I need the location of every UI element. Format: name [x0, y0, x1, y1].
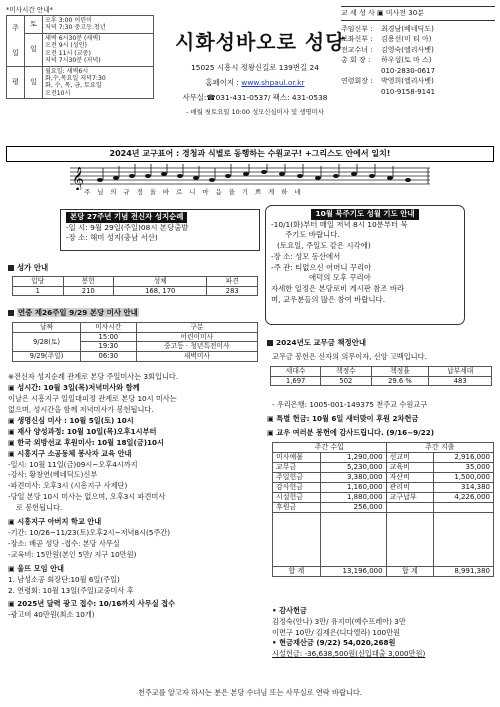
- budget-table: 세대수 책정수 책정율 납부세대 1,697 502 29.6 % 483: [270, 366, 492, 386]
- square-bullet-icon: [8, 310, 14, 316]
- mass-times: 새벽 6시30분 (새벽) 오전 9시 (성인) 오전 11시 (교중) 저녁 7시30분 (저녁): [43, 33, 154, 66]
- info-row: 주임신부 : 최경남(베네딕도): [341, 24, 434, 33]
- note-line: 2. 연령회: 10월 13일(주일)교중미사 후: [8, 585, 134, 595]
- rosary-line: -주 관: 티없으신 어머니 꾸리아: [271, 262, 372, 272]
- note-line: ※전신자 성지순례 관계로 본당 주일미사는 3회입니다.: [8, 372, 179, 381]
- office-phone: 사무실:☎031-431-0537/ 팩스: 431-0538: [182, 93, 328, 103]
- note-line: -당일 본당 10시 미사는 없으며, 오후3시 파견미사: [8, 492, 166, 502]
- homepage-row: 홈페이지 : www.shpaul.or.kr: [205, 78, 305, 88]
- budget-subtitle: 교무금 봉헌은 신자의 의무이자, 신앙 고백입니다.: [272, 352, 427, 361]
- mass-group-weekday: 평: [7, 66, 25, 99]
- mass-group-label: 주: [12, 23, 19, 32]
- rosary-line: 며, 교우분들의 많은 참여 바랍니다.: [271, 294, 386, 304]
- note-line: -장소: 배곧 성당 -접수: 본당 사무실: [8, 539, 120, 549]
- extra-line: • 현금재산금 (9/22) 54,020,268원: [272, 638, 396, 648]
- mass-week-table: 날짜 미사시간 구분 9/28(토) 15:00 어린이미사 19:30 중고등 · 청년특전미사 9/29(주일) 06:30 새벽미사: [12, 322, 258, 362]
- mass-group-label: 일: [12, 49, 19, 58]
- info-row: 전교수녀 : 김영숙(엘리사벳): [341, 45, 434, 54]
- pilgrimage-title: 본당 27주년 기념 전신자 성지순례: [66, 212, 187, 223]
- info-row: 010-2830-0617: [381, 66, 436, 75]
- budget-title: 2024년도 교무금 책정안내: [267, 338, 366, 347]
- rosary-line: (토요일, 주일도 같은 시각에): [277, 241, 371, 251]
- mass-schedule: [6, 6, 154, 140]
- note-line: ▣ 한국 외방선교 후원미사: 10월 18일(금)10시: [8, 437, 164, 447]
- rosary-line: -10/1(화)부터 매일 저녁 8시 10분부터 묵: [271, 219, 408, 229]
- mass-times: 월요일: 새벽6시 화,수,목요일 저녁7:30 화, 수, 목, 금, 토요일 오전10시: [43, 66, 154, 99]
- note-line: ▣ 생명신심 미사 : 10월 5일(토) 10시: [8, 415, 134, 425]
- mass-group-sunday: [7, 16, 25, 67]
- note-line: 없으며, 성시간을 함께 저녁미사가 봉헌됩니다.: [8, 404, 154, 414]
- rosary-line: 애덕의 모후 꾸리아: [309, 273, 371, 283]
- pilgrimage-box: [60, 209, 260, 251]
- music-notes-icon: [70, 164, 430, 190]
- rosary-line: 주기도 바랍니다.: [285, 230, 340, 240]
- square-bullet-icon: [267, 340, 273, 346]
- note-line: ▣ 울뜨 모임 안내: [8, 563, 64, 573]
- note-line: -강사: 황창연(베네딕도)신부: [8, 470, 98, 480]
- mass-row-weekday: [7, 66, 154, 99]
- mass-times: 오후 3:00 어린이 저녁 7:30 중고등.청년: [43, 16, 154, 34]
- footer-note: 천주교를 알고자 하시는 분은 본당 수녀님 또는 사무실로 연락 바랍니다.: [137, 688, 363, 697]
- special-offering: ▣ 특별 헌금: 10월 6일 새터맞이 후원 2차헌금: [267, 414, 419, 423]
- note-line: -파견미사: 오후3시 (시흥지구 사제단): [8, 481, 128, 491]
- hymn-section-title: 성가 안내: [8, 263, 48, 272]
- thanks-offering: [272, 606, 494, 660]
- mass-day: 토: [25, 16, 43, 34]
- square-bullet-icon: [8, 265, 14, 271]
- address: 15025 시흥시 정왕신길로 139번길 24: [191, 63, 319, 72]
- info-row: 010-9158-9141: [381, 87, 436, 96]
- address-block: [170, 60, 340, 119]
- info-row: 연령회장 : 박영희(엘리사벳): [341, 77, 434, 85]
- mass-row-saturday: [7, 16, 154, 34]
- note-line: -교육비: 15만원(본인 5만/ 지구 10만원): [8, 550, 137, 559]
- pilgrimage-line: -일 시: 9월 29일(주일)08시 본당출발: [66, 222, 189, 232]
- homepage-link[interactable]: www.shpaul.or.kr: [241, 78, 305, 88]
- mass-table: [6, 15, 154, 99]
- note-line: -기간: 10/26~11/23(토)오후2시~저녁8시(5주간): [8, 528, 171, 538]
- note-line: ▣ 2025년 달력 광고 접수: 10/16까지 사무실 접수: [8, 598, 176, 608]
- extra-line: • 감사헌금: [272, 606, 307, 615]
- mass-day: 일: [25, 33, 43, 66]
- diocese-motto-banner: 2024년 교구표어 : 경청과 식별로 동행하는 수원교구! +그리스도 안에서 일치!: [6, 146, 494, 162]
- note-line: ▣ 성시간: 10월 3일(목)저녁미사와 함께: [8, 382, 140, 392]
- lyrics: 주 님 의 규 정 올 바 르 니 마 음 을 기 쁘 게 하 네: [84, 188, 304, 196]
- rosary-box: [265, 205, 465, 325]
- finance-table: 주간 수입 주간 지출 미사예물 1,290,000 선교비 2,916,000 교무금 5,230,000 교육비 35,000 주일헌금 3,380,000 자산비 1,500,000 감사헌금 1,160,000 관리비 314,380 시설헌금 1,880,000 교구납부 4,226,000 후원금 256,000 합 계 13,196,000 합 계 8,991,380: [272, 442, 494, 577]
- bank-account: - 우리은행: 1005-001-149375 천주교 수원교구: [272, 400, 428, 409]
- note-line: ▣ 시흥지구 아버지 학교 안내: [8, 517, 102, 527]
- note-line: ▣ 재사 양성과정: 10월 10일(목)오후1시부터: [8, 426, 157, 436]
- notice-line: - 매월 첫토요일 10:00 성모신심미사 및 생명미사: [186, 107, 324, 116]
- info-row: 총 회 장 : 하우섭(토 마 스): [341, 56, 432, 64]
- mass-row-sunday: [7, 33, 154, 66]
- note-line: 1. 남성소공 회장단:10월 6일(주일): [8, 574, 120, 584]
- note-line: ▣ 시흥지구 소공동체 봉사자 교육 안내: [8, 448, 132, 458]
- note-line: -일시: 10월 11일(금)09시~오후4시까지: [8, 459, 138, 469]
- mass-caption: *미사시간 안내*: [6, 6, 53, 14]
- rosary-title: 10월 묵주기도 성월 기도 안내: [311, 209, 418, 220]
- extra-line: 이면구 10만/ 김제은(디다엘라) 100만원: [272, 627, 401, 637]
- rosary-line: 자세한 일정은 본당로비 게시판 참조 바라: [271, 284, 405, 294]
- svg-text:𝄞: 𝄞: [72, 166, 84, 190]
- mass-day: 일: [25, 66, 43, 99]
- note-line: 이날은 시흥지구 일일대피정 관계로 본당 10시 미사는: [8, 393, 177, 403]
- extra-line: 시설헌금: -36,638,500원(신입대출 3,000만원): [272, 649, 426, 659]
- info-header: 교 세 성 사 ▣ 미사전 30분: [341, 6, 495, 21]
- mass-week-title: 연중 제26주일 9/29 본당 미사 안내: [8, 308, 139, 317]
- note-line: 로 봉헌됩니다.: [16, 503, 63, 513]
- rosary-line: -장 소: 성모 동산에서: [271, 251, 341, 261]
- notes-column: [8, 372, 260, 621]
- hymn-table: 입당 봉헌 성체 파견 1 210 168, 170 283: [12, 276, 258, 296]
- pilgrimage-line: -장 소: 해미 성지(충남 서산): [66, 233, 158, 243]
- parish-info: [341, 6, 495, 97]
- finance-title: ▣ 교우 여러분 봉헌에 감사드립니다. (9/16~9/22): [267, 428, 435, 437]
- extra-line: 김정숙(안나) 3만/ 유지미(예수프레아) 3만: [272, 616, 406, 626]
- page-title: 시화성바오로 성당: [175, 30, 346, 54]
- info-row: 보좌신부 : 김용선(미 티 아): [341, 35, 432, 43]
- note-line: -광고비 40만원(최소 10개): [8, 609, 95, 619]
